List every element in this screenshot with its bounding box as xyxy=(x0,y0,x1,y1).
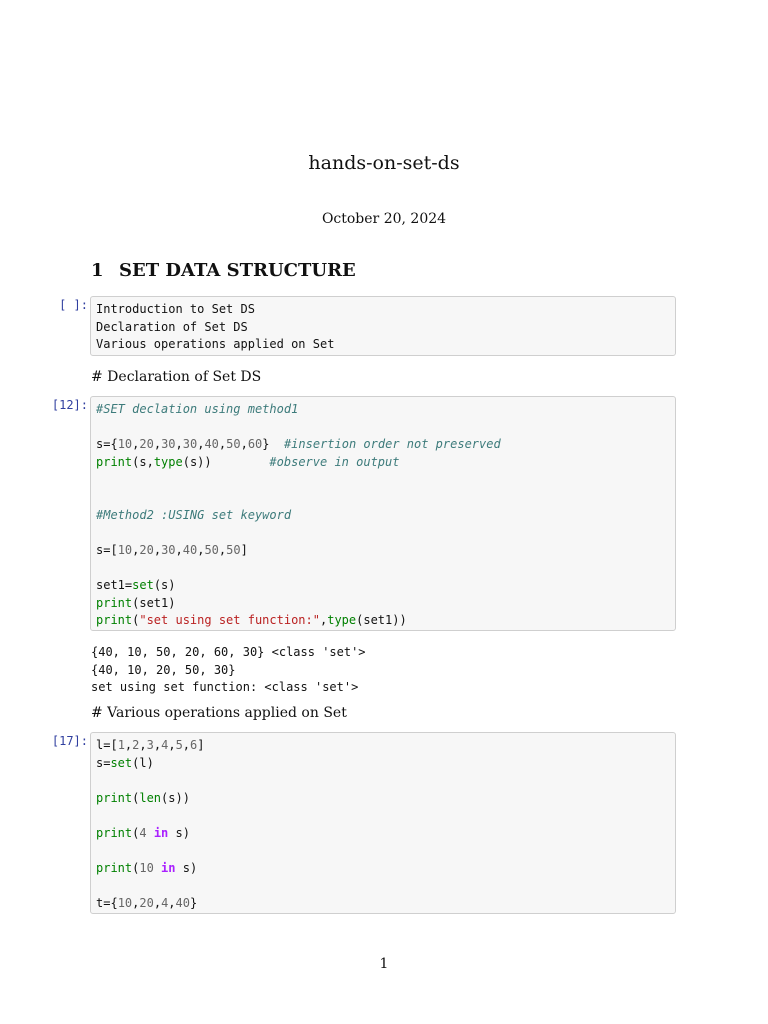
code-line: s=[10,20,30,40,50,50] xyxy=(96,542,248,557)
section-title: SET DATA STRUCTURE xyxy=(119,260,356,281)
code-line: l=[1,2,3,4,5,6] xyxy=(96,738,205,752)
code-line: t={10,20,4,40} xyxy=(96,896,198,911)
code-line: Declaration of Set DS xyxy=(96,319,248,334)
output-line: {40, 10, 20, 50, 30} xyxy=(91,662,236,677)
code-line xyxy=(96,843,675,861)
section-heading xyxy=(91,260,356,281)
document-date: October 20, 2024 xyxy=(321,211,447,227)
code-line xyxy=(96,419,675,437)
code-line: s=set(l) xyxy=(96,755,154,770)
code-line xyxy=(96,471,675,489)
code-line: print(set1) xyxy=(96,595,176,610)
code-line: print(len(s)) xyxy=(96,790,190,805)
code-line: #Method2 :USING set keyword xyxy=(96,507,292,522)
code-line xyxy=(96,878,675,896)
code-line xyxy=(96,524,675,542)
code-line: Various operations applied on Set xyxy=(96,337,335,352)
code-line: s={10,20,30,30,40,50,60} #insertion order not preserved xyxy=(96,437,501,452)
code-cell-intro[interactable] xyxy=(90,296,676,356)
code-line xyxy=(96,772,675,790)
markdown-heading: # Declaration of Set DS xyxy=(91,369,262,385)
cell-prompt: [12]: xyxy=(51,398,88,412)
document-title: hands-on-set-ds xyxy=(308,152,460,174)
code-line xyxy=(96,559,675,577)
code-line: print(4 in s) xyxy=(96,825,190,840)
markdown-heading: # Various operations applied on Set xyxy=(91,705,347,721)
cell-prompt: [17]: xyxy=(51,734,88,748)
code-line: #SET declation using method1 xyxy=(96,402,299,416)
code-line xyxy=(96,489,675,507)
output-line: {40, 10, 50, 20, 60, 30} <class 'set'> xyxy=(91,645,366,659)
code-cell-declaration[interactable] xyxy=(90,396,676,631)
code-line: print(s,type(s)) #observe in output xyxy=(96,454,400,469)
cell-output xyxy=(91,644,366,697)
code-line: set1=set(s) xyxy=(96,577,176,592)
code-cell-operations[interactable] xyxy=(90,732,676,914)
output-line: set using set function: <class 'set'> xyxy=(91,680,359,695)
page-number: 1 xyxy=(379,956,389,972)
code-line: print("set using set function:",type(set1)) xyxy=(96,613,407,628)
code-line: Introduction to Set DS xyxy=(96,302,255,316)
section-number: 1 xyxy=(91,260,104,281)
code-line: print(10 in s) xyxy=(96,861,198,876)
cell-prompt: [ ]: xyxy=(59,298,88,312)
code-line xyxy=(96,807,675,825)
